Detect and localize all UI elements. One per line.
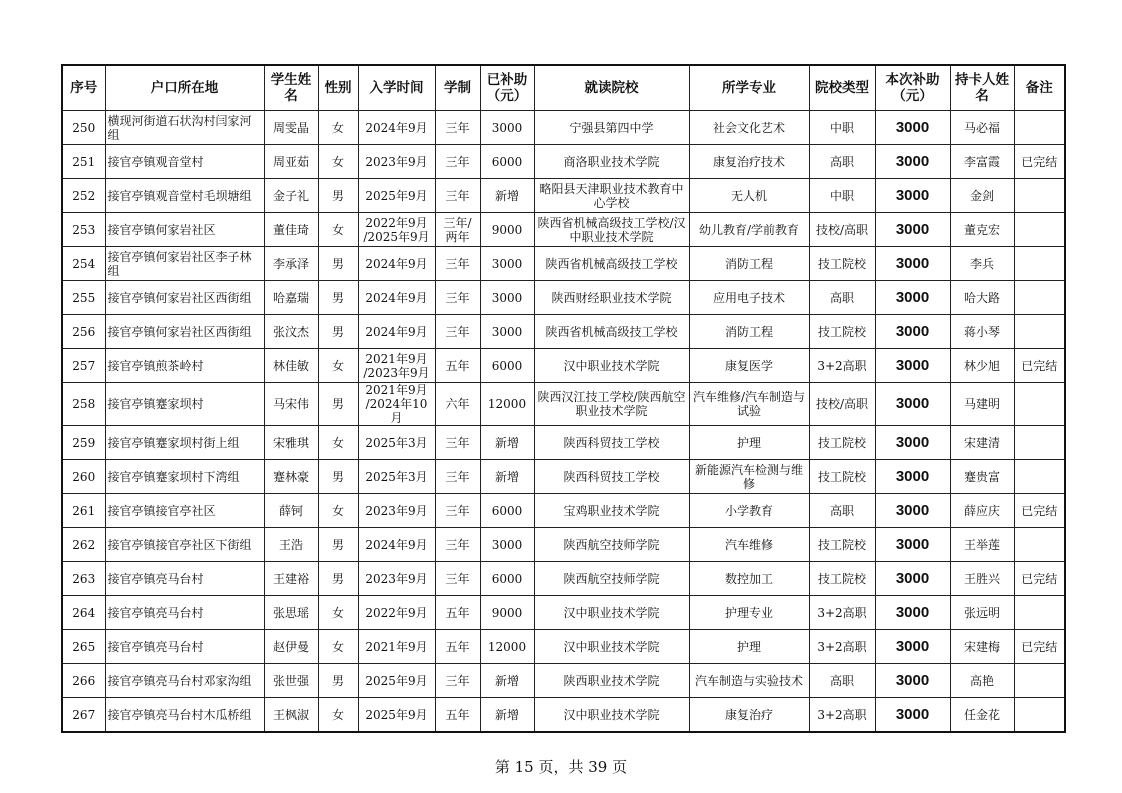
cell-cardholder: 蒋小琴 [950, 315, 1014, 349]
cell-student-name: 张汶杰 [264, 315, 318, 349]
cell-major: 康复治疗 [689, 698, 809, 733]
cell-address: 接官亭镇何家岩社区 [105, 213, 264, 247]
cell-duration: 三年 [435, 664, 480, 698]
header-school: 就读院校 [534, 65, 689, 111]
cell-address: 接官亭镇蹇家坝村街上组 [105, 426, 264, 460]
cell-gender: 男 [318, 383, 358, 426]
cell-address: 接官亭镇亮马台村 [105, 596, 264, 630]
cell-student-name: 蹇林豪 [264, 460, 318, 494]
cell-duration: 三年 [435, 562, 480, 596]
cell-prior-subsidy: 6000 [480, 562, 534, 596]
header-row [62, 65, 1065, 111]
cell-duration: 三年 [435, 528, 480, 562]
cell-cardholder: 金剑 [950, 179, 1014, 213]
cell-school-type: 技工院校 [809, 562, 875, 596]
cell-remark: 已完结 [1014, 562, 1065, 596]
cell-current-subsidy: 3000 [875, 460, 950, 494]
cell-major: 汽车维修 [689, 528, 809, 562]
cell-school: 汉中职业技术学院 [534, 349, 689, 383]
cell-remark [1014, 179, 1065, 213]
cell-student-name: 赵伊曼 [264, 630, 318, 664]
table-row [62, 349, 1065, 383]
cell-cardholder: 任金花 [950, 698, 1014, 733]
page-number: 第 15 页，共 39 页 [494, 758, 628, 776]
cell-gender: 男 [318, 528, 358, 562]
cell-enroll-date: 2021年9月 /2023年9月 [358, 349, 435, 383]
cell-school: 陕西职业技术学院 [534, 664, 689, 698]
cell-address: 接官亭镇何家岩社区李子林组 [105, 247, 264, 281]
table-row [62, 281, 1065, 315]
cell-gender: 女 [318, 145, 358, 179]
cell-current-subsidy: 3000 [875, 630, 950, 664]
cell-prior-subsidy: 6000 [480, 145, 534, 179]
table-row [62, 111, 1065, 145]
cell-remark [1014, 460, 1065, 494]
cell-gender: 女 [318, 213, 358, 247]
cell-major: 新能源汽车检测与维修 [689, 460, 809, 494]
cell-duration: 五年 [435, 630, 480, 664]
cell-duration: 三年 [435, 111, 480, 145]
header-seq: 序号 [62, 65, 105, 111]
cell-current-subsidy: 3000 [875, 281, 950, 315]
cell-remark: 已完结 [1014, 494, 1065, 528]
header-major: 所学专业 [689, 65, 809, 111]
cell-prior-subsidy: 3000 [480, 315, 534, 349]
cell-remark [1014, 213, 1065, 247]
cell-enroll-date: 2023年9月 [358, 145, 435, 179]
cell-cardholder: 薛应庆 [950, 494, 1014, 528]
table-row [62, 528, 1065, 562]
cell-duration: 五年 [435, 349, 480, 383]
cell-remark: 已完结 [1014, 145, 1065, 179]
cell-remark: 已完结 [1014, 630, 1065, 664]
cell-school: 陕西航空技师学院 [534, 528, 689, 562]
cell-gender: 男 [318, 281, 358, 315]
cell-remark [1014, 315, 1065, 349]
cell-school: 略阳县天津职业技术教育中心学校 [534, 179, 689, 213]
cell-address: 接官亭镇蹇家坝村下湾组 [105, 460, 264, 494]
cell-major: 护理 [689, 426, 809, 460]
cell-address: 横现河街道石状沟村闫家河组 [105, 111, 264, 145]
cell-gender: 女 [318, 111, 358, 145]
cell-school-type: 高职 [809, 494, 875, 528]
cell-school-type: 技工院校 [809, 426, 875, 460]
cell-student-name: 王枫淑 [264, 698, 318, 733]
cell-seq: 261 [62, 494, 105, 528]
cell-major: 护理 [689, 630, 809, 664]
cell-prior-subsidy: 新增 [480, 460, 534, 494]
cell-school: 陕西省机械高级技工学校 [534, 247, 689, 281]
cell-school-type: 3+2高职 [809, 349, 875, 383]
cell-remark [1014, 281, 1065, 315]
cell-prior-subsidy: 3000 [480, 247, 534, 281]
table-row [62, 315, 1065, 349]
cell-current-subsidy: 3000 [875, 179, 950, 213]
cell-student-name: 薛钶 [264, 494, 318, 528]
cell-remark [1014, 383, 1065, 426]
header-school-type: 院校类型 [809, 65, 875, 111]
cell-school: 汉中职业技术学院 [534, 596, 689, 630]
cell-school-type: 高职 [809, 145, 875, 179]
cell-current-subsidy: 3000 [875, 111, 950, 145]
cell-duration: 五年 [435, 698, 480, 733]
cell-address: 接官亭镇亮马台村木瓜桥组 [105, 698, 264, 733]
cell-remark [1014, 111, 1065, 145]
cell-enroll-date: 2024年9月 [358, 111, 435, 145]
cell-school: 陕西汉江技工学校/陕西航空职业技术学院 [534, 383, 689, 426]
cell-current-subsidy: 3000 [875, 596, 950, 630]
cell-prior-subsidy: 6000 [480, 349, 534, 383]
table-row [62, 698, 1065, 733]
cell-school: 商洛职业技术学院 [534, 145, 689, 179]
cell-gender: 男 [318, 315, 358, 349]
cell-cardholder: 宋建梅 [950, 630, 1014, 664]
cell-major: 康复医学 [689, 349, 809, 383]
cell-duration: 三年 [435, 460, 480, 494]
cell-enroll-date: 2024年9月 [358, 247, 435, 281]
cell-school: 汉中职业技术学院 [534, 630, 689, 664]
cell-seq: 263 [62, 562, 105, 596]
cell-school: 汉中职业技术学院 [534, 698, 689, 733]
cell-enroll-date: 2023年9月 [358, 562, 435, 596]
header-address: 户口所在地 [105, 65, 264, 111]
cell-gender: 男 [318, 460, 358, 494]
cell-seq: 254 [62, 247, 105, 281]
cell-seq: 265 [62, 630, 105, 664]
cell-student-name: 金子礼 [264, 179, 318, 213]
cell-major: 消防工程 [689, 247, 809, 281]
cell-seq: 252 [62, 179, 105, 213]
cell-remark [1014, 426, 1065, 460]
cell-prior-subsidy: 新增 [480, 179, 534, 213]
cell-cardholder: 林少旭 [950, 349, 1014, 383]
cell-student-name: 董佳琦 [264, 213, 318, 247]
cell-enroll-date: 2024年9月 [358, 315, 435, 349]
cell-prior-subsidy: 6000 [480, 494, 534, 528]
cell-major: 汽车维修/汽车制造与试验 [689, 383, 809, 426]
cell-student-name: 周亚茹 [264, 145, 318, 179]
cell-student-name: 王浩 [264, 528, 318, 562]
cell-seq: 251 [62, 145, 105, 179]
cell-school-type: 中职 [809, 111, 875, 145]
cell-prior-subsidy: 9000 [480, 596, 534, 630]
cell-gender: 女 [318, 630, 358, 664]
cell-school: 宁强县第四中学 [534, 111, 689, 145]
header-duration: 学制 [435, 65, 480, 111]
cell-student-name: 马宋伟 [264, 383, 318, 426]
cell-address: 接官亭镇蹇家坝村 [105, 383, 264, 426]
cell-prior-subsidy: 3000 [480, 281, 534, 315]
cell-student-name: 林佳敏 [264, 349, 318, 383]
cell-seq: 258 [62, 383, 105, 426]
table-row [62, 460, 1065, 494]
cell-prior-subsidy: 新增 [480, 664, 534, 698]
cell-school-type: 技工院校 [809, 315, 875, 349]
cell-seq: 264 [62, 596, 105, 630]
cell-seq: 259 [62, 426, 105, 460]
cell-school: 陕西省机械高级技工学校/汉中职业技术学院 [534, 213, 689, 247]
cell-current-subsidy: 3000 [875, 698, 950, 733]
header-student-name: 学生姓名 [264, 65, 318, 111]
cell-enroll-date: 2022年9月 /2025年9月 [358, 213, 435, 247]
cell-major: 数控加工 [689, 562, 809, 596]
cell-gender: 男 [318, 562, 358, 596]
cell-school-type: 高职 [809, 664, 875, 698]
table-row [62, 596, 1065, 630]
cell-major: 汽车制造与实验技术 [689, 664, 809, 698]
cell-cardholder: 王举莲 [950, 528, 1014, 562]
cell-school-type: 技工院校 [809, 460, 875, 494]
cell-address: 接官亭镇观音堂村毛坝塘组 [105, 179, 264, 213]
cell-school: 陕西科贸技工学校 [534, 426, 689, 460]
cell-enroll-date: 2025年3月 [358, 426, 435, 460]
table-row [62, 426, 1065, 460]
cell-seq: 255 [62, 281, 105, 315]
cell-duration: 三年/ 两年 [435, 213, 480, 247]
cell-gender: 女 [318, 494, 358, 528]
cell-current-subsidy: 3000 [875, 213, 950, 247]
cell-school-type: 3+2高职 [809, 596, 875, 630]
table-row [62, 179, 1065, 213]
cell-enroll-date: 2025年9月 [358, 664, 435, 698]
cell-duration: 三年 [435, 281, 480, 315]
cell-school-type: 技工院校 [809, 528, 875, 562]
cell-school-type: 技校/高职 [809, 213, 875, 247]
cell-major: 社会文化艺术 [689, 111, 809, 145]
cell-duration: 三年 [435, 145, 480, 179]
cell-prior-subsidy: 3000 [480, 111, 534, 145]
header-remark: 备注 [1014, 65, 1065, 111]
cell-school: 陕西省机械高级技工学校 [534, 315, 689, 349]
cell-major: 应用电子技术 [689, 281, 809, 315]
cell-current-subsidy: 3000 [875, 247, 950, 281]
cell-enroll-date: 2022年9月 [358, 596, 435, 630]
cell-cardholder: 马建明 [950, 383, 1014, 426]
cell-prior-subsidy: 3000 [480, 528, 534, 562]
cell-enroll-date: 2024年9月 [358, 281, 435, 315]
cell-student-name: 张思瑶 [264, 596, 318, 630]
cell-cardholder: 马必福 [950, 111, 1014, 145]
cell-seq: 262 [62, 528, 105, 562]
table-row [62, 383, 1065, 426]
cell-cardholder: 高艳 [950, 664, 1014, 698]
cell-student-name: 王建裕 [264, 562, 318, 596]
cell-current-subsidy: 3000 [875, 562, 950, 596]
cell-duration: 三年 [435, 426, 480, 460]
cell-major: 康复治疗技术 [689, 145, 809, 179]
cell-school-type: 技工院校 [809, 247, 875, 281]
cell-current-subsidy: 3000 [875, 315, 950, 349]
cell-duration: 三年 [435, 179, 480, 213]
cell-enroll-date: 2023年9月 [358, 494, 435, 528]
cell-address: 接官亭镇何家岩社区西街组 [105, 281, 264, 315]
cell-enroll-date: 2025年9月 [358, 698, 435, 733]
cell-student-name: 哈嘉瑞 [264, 281, 318, 315]
cell-address: 接官亭镇接官亭社区 [105, 494, 264, 528]
cell-gender: 男 [318, 247, 358, 281]
cell-cardholder: 宋建清 [950, 426, 1014, 460]
cell-student-name: 张世强 [264, 664, 318, 698]
cell-cardholder: 蹇贵富 [950, 460, 1014, 494]
cell-prior-subsidy: 12000 [480, 383, 534, 426]
cell-major: 小学教育 [689, 494, 809, 528]
cell-seq: 250 [62, 111, 105, 145]
cell-address: 接官亭镇亮马台村 [105, 562, 264, 596]
cell-seq: 267 [62, 698, 105, 733]
cell-gender: 女 [318, 596, 358, 630]
cell-student-name: 宋雅琪 [264, 426, 318, 460]
cell-school: 宝鸡职业技术学院 [534, 494, 689, 528]
cell-address: 接官亭镇观音堂村 [105, 145, 264, 179]
cell-major: 消防工程 [689, 315, 809, 349]
cell-enroll-date: 2024年9月 [358, 528, 435, 562]
cell-cardholder: 董克宏 [950, 213, 1014, 247]
table-row [62, 664, 1065, 698]
cell-school: 陕西航空技师学院 [534, 562, 689, 596]
cell-duration: 三年 [435, 315, 480, 349]
cell-enroll-date: 2025年3月 [358, 460, 435, 494]
cell-student-name: 周雯晶 [264, 111, 318, 145]
cell-current-subsidy: 3000 [875, 383, 950, 426]
cell-seq: 253 [62, 213, 105, 247]
cell-school: 陕西科贸技工学校 [534, 460, 689, 494]
cell-school-type: 3+2高职 [809, 630, 875, 664]
cell-prior-subsidy: 新增 [480, 698, 534, 733]
cell-seq: 266 [62, 664, 105, 698]
cell-prior-subsidy: 9000 [480, 213, 534, 247]
cell-school-type: 3+2高职 [809, 698, 875, 733]
cell-duration: 三年 [435, 494, 480, 528]
cell-address: 接官亭镇煎茶岭村 [105, 349, 264, 383]
cell-cardholder: 哈大路 [950, 281, 1014, 315]
cell-duration: 三年 [435, 247, 480, 281]
cell-current-subsidy: 3000 [875, 349, 950, 383]
table-row [62, 213, 1065, 247]
cell-school-type: 技校/高职 [809, 383, 875, 426]
cell-remark [1014, 664, 1065, 698]
cell-address: 接官亭镇接官亭社区下街组 [105, 528, 264, 562]
cell-school: 陕西财经职业技术学院 [534, 281, 689, 315]
cell-cardholder: 李富霞 [950, 145, 1014, 179]
cell-school-type: 高职 [809, 281, 875, 315]
cell-current-subsidy: 3000 [875, 426, 950, 460]
cell-duration: 五年 [435, 596, 480, 630]
table-row [62, 145, 1065, 179]
cell-major: 护理专业 [689, 596, 809, 630]
cell-current-subsidy: 3000 [875, 145, 950, 179]
cell-enroll-date: 2021年9月 /2024年10月 [358, 383, 435, 426]
cell-enroll-date: 2021年9月 [358, 630, 435, 664]
header-cardholder: 持卡人姓名 [950, 65, 1014, 111]
cell-remark [1014, 528, 1065, 562]
cell-current-subsidy: 3000 [875, 664, 950, 698]
cell-gender: 女 [318, 698, 358, 733]
table-row [62, 562, 1065, 596]
cell-student-name: 李承泽 [264, 247, 318, 281]
cell-gender: 男 [318, 179, 358, 213]
header-enroll-date: 入学时间 [358, 65, 435, 111]
cell-current-subsidy: 3000 [875, 528, 950, 562]
cell-address: 接官亭镇何家岩社区西街组 [105, 315, 264, 349]
cell-seq: 257 [62, 349, 105, 383]
cell-enroll-date: 2025年9月 [358, 179, 435, 213]
cell-gender: 男 [318, 664, 358, 698]
cell-remark: 已完结 [1014, 349, 1065, 383]
cell-current-subsidy: 3000 [875, 494, 950, 528]
cell-address: 接官亭镇亮马台村邓家沟组 [105, 664, 264, 698]
table-row [62, 494, 1065, 528]
cell-major: 无人机 [689, 179, 809, 213]
cell-prior-subsidy: 新增 [480, 426, 534, 460]
cell-cardholder: 王胜兴 [950, 562, 1014, 596]
cell-cardholder: 李兵 [950, 247, 1014, 281]
subsidy-table [61, 64, 1066, 733]
table-row [62, 247, 1065, 281]
header-current-subsidy: 本次补助（元） [875, 65, 950, 111]
cell-address: 接官亭镇亮马台村 [105, 630, 264, 664]
header-gender: 性别 [318, 65, 358, 111]
cell-gender: 女 [318, 349, 358, 383]
cell-prior-subsidy: 12000 [480, 630, 534, 664]
cell-school-type: 中职 [809, 179, 875, 213]
cell-seq: 260 [62, 460, 105, 494]
cell-major: 幼儿教育/学前教育 [689, 213, 809, 247]
cell-remark [1014, 247, 1065, 281]
header-prior-subsidy: 已补助（元） [480, 65, 534, 111]
table-row [62, 630, 1065, 664]
cell-seq: 256 [62, 315, 105, 349]
cell-cardholder: 张远明 [950, 596, 1014, 630]
cell-remark [1014, 596, 1065, 630]
cell-remark [1014, 698, 1065, 733]
cell-gender: 女 [318, 426, 358, 460]
cell-duration: 六年 [435, 383, 480, 426]
